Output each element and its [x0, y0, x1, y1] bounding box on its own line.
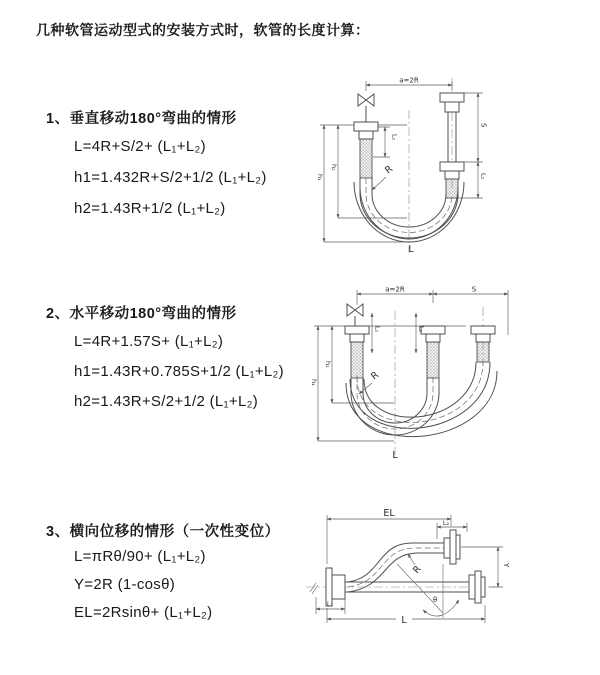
middle-fitting [421, 326, 445, 378]
section1-formula-h1: h1=1.432R+S/2+1/2 (L₁+L₂) [74, 169, 267, 186]
valve-icon [347, 304, 363, 326]
dim-label-l1: L₁ [390, 134, 399, 141]
dim-label-el: EL [383, 508, 395, 519]
diagram-lateral-displacement [298, 502, 600, 654]
radius-callout [372, 163, 395, 190]
dim-label-h2: h₂ [330, 164, 338, 171]
dim-label-h1: h₁ [310, 379, 318, 386]
section3-formula-EL: EL=2Rsinθ+ (L₁+L₂) [74, 604, 213, 621]
dim-label-h1: h₁ [316, 174, 324, 181]
dim-label-l1: L₁ [373, 326, 382, 333]
dim-label-s: S [471, 285, 477, 294]
hose-displaced-position [348, 543, 444, 592]
section2-formula-h1: h1=1.43R+0.785S+1/2 (L₁+L₂) [74, 363, 284, 380]
valve-icon [358, 94, 374, 122]
section1-formula-L: L=4R+S/2+ (L₁+L₂) [74, 138, 206, 155]
dim-label-l2: L₂ [479, 173, 488, 180]
page-title: 几种软管运动型式的安装方式时，软管的长度计算： [36, 22, 370, 38]
dim-l1 [372, 313, 382, 353]
section2-formula-L: L=4R+1.57S+ (L₁+L₂) [74, 333, 224, 350]
right-fitting [440, 93, 464, 198]
section1-formula-h2: h2=1.43R+1/2 (L₁+L₂) [74, 200, 226, 217]
angle-callout [423, 564, 459, 618]
right-flange [469, 571, 485, 603]
length-label: L [392, 450, 398, 461]
top-dimension [366, 77, 452, 92]
length-label: L [408, 244, 414, 255]
centerlines [314, 307, 483, 455]
section2-heading: 2、水平移动180°弯曲的情形 [46, 306, 237, 322]
section3-formula-L: L=πRθ/90+ (L₁+L₂) [74, 548, 206, 565]
dim-label-l2: L₂ [442, 519, 450, 527]
section1-heading: 1、垂直移动180°弯曲的情形 [46, 111, 237, 127]
radius-label: R [383, 163, 396, 177]
dim-label-y: Y [502, 563, 510, 568]
radius-callout [397, 554, 443, 613]
dim-label-l1: L₁ [326, 600, 334, 608]
dim-s [458, 93, 488, 198]
left-fitting [345, 326, 369, 378]
angle-label: θ [433, 596, 438, 604]
section2-formula-h2: h2=1.43R+S/2+1/2 (L₁+L₂) [74, 393, 259, 410]
dim-label-l: L [401, 615, 407, 626]
right-fitting [471, 326, 495, 362]
radius-label: R [369, 369, 382, 383]
dim-label-a2r: a=2R [399, 76, 419, 85]
dim-l1 [316, 597, 345, 614]
dim-label-h2: h₂ [324, 361, 332, 368]
dim-label-l2: L₂ [417, 326, 426, 333]
dim-el [327, 508, 451, 564]
left-fitting [354, 122, 378, 178]
section3-heading: 3、横向位移的情形（一次性变位） [46, 524, 280, 540]
dim-label-s: S [479, 123, 488, 128]
diagram-vertical-u-bend [312, 70, 588, 258]
upper-flange [444, 530, 460, 564]
section3-formula-Y: Y=2R (1-cosθ) [74, 576, 176, 593]
dim-label-a2r: a=2R [385, 285, 405, 294]
radius-label: R [411, 563, 424, 577]
diagram-horizontal-u-bend [306, 283, 598, 463]
dim-l [327, 605, 485, 626]
